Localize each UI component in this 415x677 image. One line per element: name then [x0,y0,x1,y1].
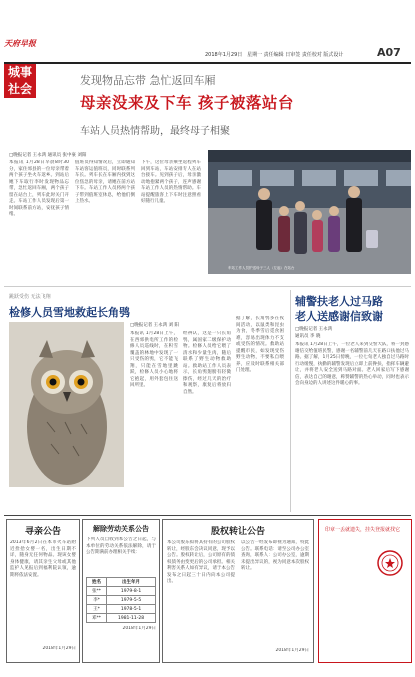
newspaper-logo: 天府早报 [4,39,36,48]
section-label-line2: 社会 [7,82,32,96]
issue-date: 2018年1月29日 [205,52,243,58]
table-cell: 李* [87,596,107,605]
owl-column-2: 经辨认，这是一只长角鸮，属国家二级保护动物。检修人员给它喂了清水和少量生肉，随后联系了野生动物救助站。救助站工作人员表示，长角鸮翅膀有轻微擦伤，经过几天的治疗和观察，康复后将放归自然。 [183,331,231,395]
column-divider [290,290,291,512]
seal-ad-text: 印章一丢就遗失，挂失登报就找它 [325,527,401,533]
station-scene-illustration [208,150,411,274]
section-label [4,64,36,98]
table-header: 姓名 [87,578,107,587]
owl-column-3: 据了解，长角鸮多在夜间活动，以鼠类和昆虫为食，冬季雪后觅食困难，容易出现体力不支或受伤的情况。救助站提醒市民，如发现受伤野生动物，不要私自喂养，应及时联系相关部门处理。 [236,316,284,373]
section-divider [4,286,411,287]
notice-labor-title: 解除劳动关系公告 [93,525,149,533]
section-label-line1: 城事 [7,65,32,79]
table-cell: 邓** [87,614,107,623]
notice-transfer-title: 股权转让公告 [210,527,265,537]
owl-illustration [9,322,124,487]
notice-transfer-box [162,519,314,663]
notice-lost-body: 2013年6月2日在本市火车站附近捡拾女婴一名，出生日期不详，随身无任何物品。现该女婴身体健康，请其亲生父母或其他监护人见报后到福利院认领，逾期将依法安置。 [10,540,76,578]
notice-transfer-column-2: 以公告一经发布即视为通知，特此公告。联系电话：请至公司办公室查询，联系人：公司办公室，逾期未提出异议的，视为同意本次股权转让。 [241,540,309,571]
lead-column-3: 下午，这位母亲乘坐返程列车回到车站，车站安排专人在站台接车。见到孩子后，母亲激动地抱紧两个孩子，连声感谢车站工作人员的热情帮助。车站提醒旅客上下车时注意照看好随行儿童。 [141,160,201,204]
notice-transfer-date: 2018年1月29日 [275,648,309,653]
table-cell: 王* [87,605,107,614]
elderly-headline-2: 老人送感谢信致谢 [295,310,383,323]
owl-photo [9,322,124,487]
notice-labor-body: 下列人员自收到本公告之日起，与本单位的劳动关系依法解除，请于公告期满前办理相关手续： [86,537,156,555]
lead-column-2: 值班员得知情况后，立即通知车站客运值班员，同时联系列车长。列车长在车厢内找到这位焦急的母亲，请她在前方站下车。车站工作人员将两个孩子带到值班室休息，给他们倒上热水。 [75,160,135,204]
notice-lost-box [6,519,80,663]
editor-info: 星期一 责任编辑 日审签 责任校对 版式设计 [247,52,344,58]
table-cell: 1981-11-28 [107,614,156,623]
table-row [87,614,156,623]
header-rule [4,62,411,64]
table-cell: 1979-5-5 [107,596,156,605]
table-cell: 张** [87,587,107,596]
elderly-byline-2: 通讯员 李 晓 [295,334,321,339]
table-cell: 1979-8-1 [107,587,156,596]
lead-byline: □晚报记者 王永鸿 通讯员 张中豪 刘阳 [9,153,87,158]
table-cell: 1978-5-1 [107,605,156,614]
table-row [87,605,156,614]
elderly-body: 本报讯 1月28日上午，一位老人来到交警大队，将一封感谢信交给值班民警，感谢一名辅警前几天在路口扶他过马路。据了解，1月25日傍晚，一位七旬老人独自过马路时行动缓慢，执勤的辅警发现后立即上前搀扶，指挥车辆避让，并将老人安全送到马路对面。老人回家后写下感谢信，表达自己的谢意，称赞辅警的热心举动，同时也表示会向身边的人讲述这件暖心的事。 [295,342,409,386]
notice-lost-title: 寻亲公告 [24,527,61,537]
seal-ad-box [318,519,412,663]
table-row [87,596,156,605]
lead-kicker: 发现物品忘带 急忙返回车厢 [80,74,216,87]
notice-transfer-column-1: 本公司股东拟将其持有的公司股权转让，经股东会决议同意，现予以公告。股权转让后，公司原有的债权债务由变更后的公司承担。相关利害关系人如有异议，请于本公告发布之日起三十日内向本公司提出。 [167,540,235,584]
owl-column-1: 本报讯 1月28日上午，在西郊供电所工作的检修人员巡线时，在积雪覆盖的林地中发现了一只受伤的鸮，它不能飞翔，只能在雪地里跳跃，检修人员小心地将它抱起，用外套包住送回所里。 [130,331,178,388]
owl-kicker: 跳跃受伤 无法飞翔 [9,294,51,300]
owl-byline: □晚报记者 王永鸿 刘 阳 [130,323,180,328]
elderly-byline: □晚报记者 王永鸿 [295,327,333,332]
notice-divider [4,515,411,516]
notice-labor-table [86,577,156,623]
table-header: 出生年月 [107,578,156,587]
elderly-headline: 辅警扶老人过马路 [295,295,383,308]
notice-labor-date: 2018年1月29日 [122,626,156,631]
lead-photo-caption: 车站工作人员护送母子三人（左起）在站台 [228,266,295,270]
lead-photo [208,150,411,274]
owl-headline: 检修人员雪地救起长角鸮 [9,306,130,319]
page-number: A07 [377,46,401,59]
header-info [205,51,343,58]
lead-column-1: 本报讯 1月28日早晨8时30分，家住郊县的一位母亲带着两个孩子坐火车返乡。到站后她下车取行李时发现物品忘带，急忙返回车厢，两个孩子留在站台上，列车此时关门开走。车站工作人员发现后第一时间联系前方站，安抚孩子情绪。 [9,160,69,217]
lead-headline: 母亲没来及下车 孩子被落站台 [80,94,294,112]
table-row [87,587,156,596]
notice-labor-box [82,519,160,663]
notice-lost-date: 2018年1月29日 [42,646,76,651]
seal-stamp-icon [375,548,405,578]
lead-subhead: 车站人员热情帮助，最终母子相聚 [80,126,230,137]
